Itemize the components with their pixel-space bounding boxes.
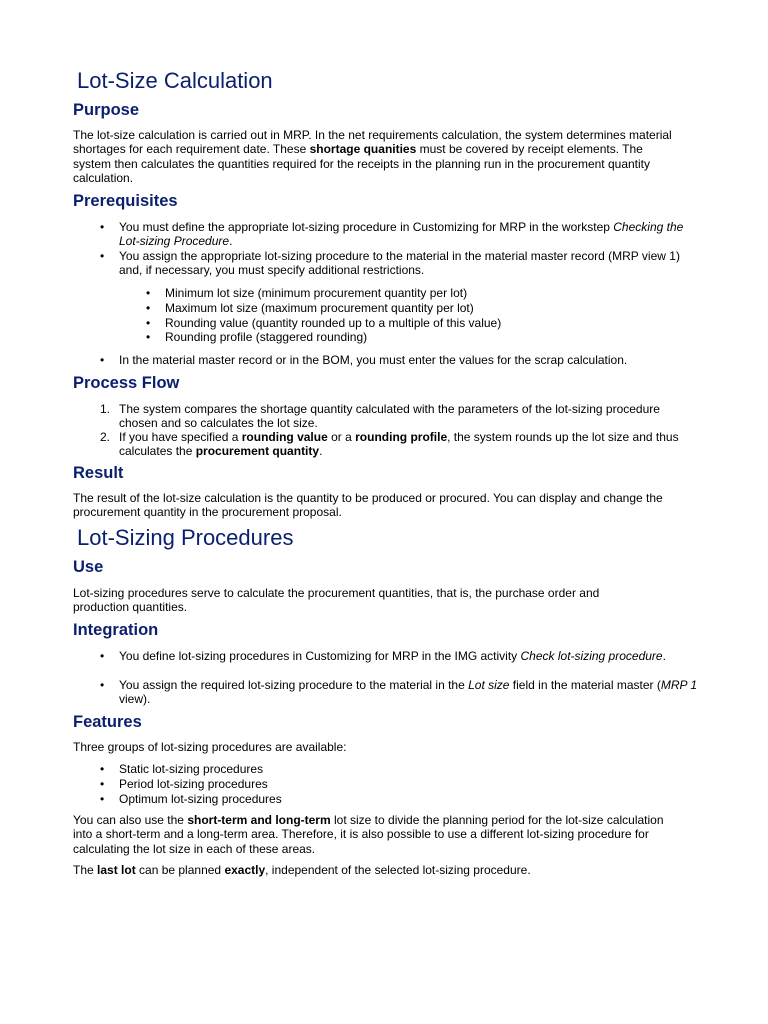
heading-integration: Integration: [73, 621, 159, 639]
sub-bullet-marker: •: [146, 286, 151, 300]
use-paragraph: Lot-sizing procedures serve to calculate the procurement quantities, that is, the purchase order and production quantities.: [73, 586, 600, 615]
prereq-subitem: Maximum lot size (maximum procurement quantity per lot): [165, 301, 474, 315]
bullet-marker: •: [100, 678, 105, 692]
features-item: Static lot-sizing procedures: [119, 762, 264, 776]
heading-result: Result: [73, 464, 124, 482]
heading-process-flow: Process Flow: [73, 374, 180, 392]
bullet-marker: •: [100, 249, 105, 263]
bullet-marker: •: [100, 353, 105, 367]
heading-features: Features: [73, 713, 142, 731]
sub-bullet-marker: •: [146, 301, 151, 315]
prereq-item-3: In the material master record or in the BOM, you must enter the values for the scrap calculation.: [119, 353, 628, 367]
bullet-marker: •: [100, 792, 105, 806]
integration-item-1: You define lot-sizing procedures in Customizing for MRP in the IMG activity Check lot-sizing procedure.: [119, 649, 666, 663]
integration-item-2: You assign the required lot-sizing procedure to the material in the Lot size field in the material master (MRP 1 view).: [119, 678, 698, 707]
process-step-1: The system compares the shortage quantity calculated with the parameters of the lot-sizing procedure chosen and so calculates the lot size.: [119, 402, 660, 431]
step-number-2: 2.: [100, 430, 111, 444]
section-title-lot-sizing-procedures: Lot-Sizing Procedures: [77, 525, 294, 550]
features-paragraph-last-lot: The last lot can be planned exactly, independent of the selected lot-sizing procedure.: [73, 863, 531, 877]
bold-shortage-quanities: shortage quanities: [309, 142, 417, 157]
process-step-2: If you have specified a rounding value or a rounding profile, the system rounds up the lot size and thus calculates the procurement quantity.: [119, 430, 679, 459]
step-number-1: 1.: [100, 402, 111, 416]
sub-bullet-marker: •: [146, 316, 151, 330]
bullet-marker: •: [100, 777, 105, 791]
bullet-marker: •: [100, 220, 105, 234]
prereq-subitem: Minimum lot size (minimum procurement quantity per lot): [165, 286, 468, 300]
bullet-marker: •: [100, 649, 105, 663]
prereq-item-1: You must define the appropriate lot-sizing procedure in Customizing for MRP in the workstep Checking the Lot-sizing Procedure.: [119, 220, 684, 249]
result-paragraph: The result of the lot-size calculation is the quantity to be produced or procured. You can display and change the procurement quantity in the procurement proposal.: [73, 491, 663, 520]
section-title-lot-size-calculation: Lot-Size Calculation: [77, 68, 273, 93]
prereq-subitem: Rounding profile (staggered rounding): [165, 330, 368, 344]
prereq-subitem: Rounding value (quantity rounded up to a multiple of this value): [165, 316, 502, 330]
bullet-marker: •: [100, 762, 105, 776]
features-paragraph-short-long-term: You can also use the short-term and long-term lot size to divide the planning period for the lot-size calculation into a short-term and a long-term area. Therefore, it is also possible to use a different lot-sizing procedure for calculating the lot size in each of these areas.: [73, 813, 664, 856]
prereq-item-2: You assign the appropriate lot-sizing procedure to the material in the material master record (MRP view 1) and, if necessary, you must specify additional restrictions.: [119, 249, 680, 278]
features-item: Period lot-sizing procedures: [119, 777, 268, 791]
heading-prerequisites: Prerequisites: [73, 192, 178, 210]
purpose-paragraph: The lot-size calculation is carried out in MRP. In the net requirements calculation, the system determines material shortages for each requirement date. These shortage quanities must be covered by receipt elements. The system then calculates the quantities required for the receipts in the planning run in the procurement quantity calculation.: [73, 128, 672, 186]
sub-bullet-marker: •: [146, 330, 151, 344]
features-item: Optimum lot-sizing procedures: [119, 792, 282, 806]
heading-purpose: Purpose: [73, 101, 140, 119]
features-intro: Three groups of lot-sizing procedures are available:: [73, 740, 347, 754]
heading-use: Use: [73, 558, 104, 576]
